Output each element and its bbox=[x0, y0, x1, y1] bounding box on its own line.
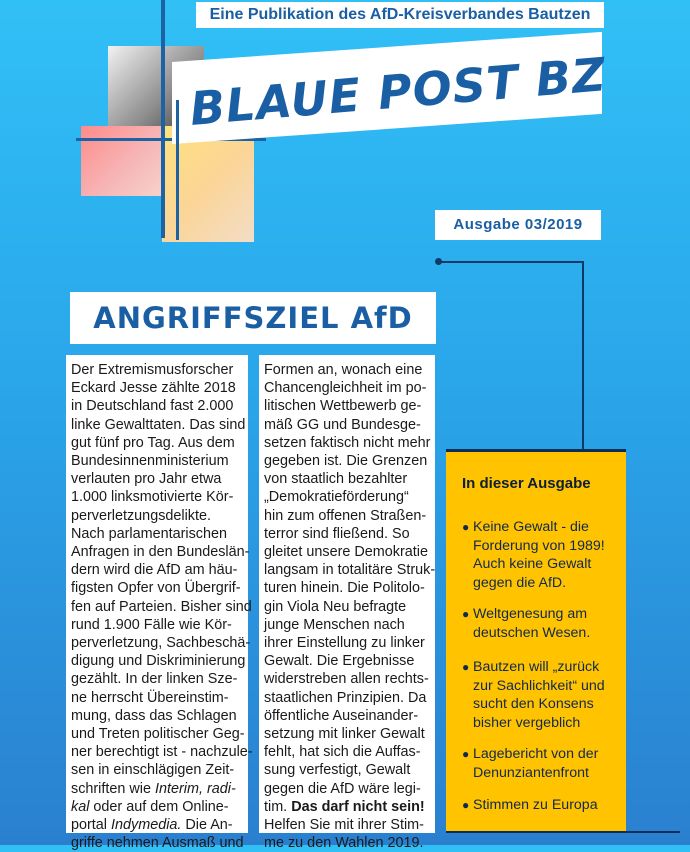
article-line: setzen faktisch nicht mehr bbox=[264, 434, 431, 451]
article-line: gezählt. In der linken Sze- bbox=[71, 671, 238, 688]
contents-item-line: deutschen Wesen. bbox=[473, 624, 591, 641]
article-line: sung verfestigt, Gewalt bbox=[264, 762, 411, 779]
article-line: hin zum offenen Straßen- bbox=[264, 507, 427, 524]
contents-item-line: zur Sachlichkeit“ und bbox=[473, 677, 605, 694]
article-line: langsam in totalitäre Struk- bbox=[264, 562, 436, 579]
article-line: Der Extremismusforscher bbox=[71, 362, 234, 378]
article-line: in Deutschland fast 2.000 bbox=[71, 398, 234, 415]
article-line: kal oder auf dem Online- bbox=[71, 798, 229, 815]
article-line: digung und Diskriminierung bbox=[71, 653, 246, 670]
masthead-title: BLAUE POST BZ bbox=[187, 47, 609, 136]
bullet-icon: ● bbox=[462, 660, 470, 674]
article-line: Formen an, wonach eine bbox=[264, 362, 423, 378]
article-line: „Demokratieförderung“ bbox=[264, 489, 409, 506]
article-line: portal Indymedia. Die An- bbox=[71, 817, 233, 834]
article-line: Nach parlamentarischen bbox=[71, 525, 227, 542]
contents-item-line: gegen die AfD. bbox=[473, 574, 567, 591]
article-line: terror sind fließend. So bbox=[264, 525, 410, 542]
bullet-icon: ● bbox=[462, 747, 470, 761]
article-line: fehlt, hat sich die Auffas- bbox=[264, 744, 421, 761]
article-line: und Treten politischer Geg- bbox=[71, 726, 245, 743]
contents-item-line: bisher vergeblich bbox=[473, 714, 581, 731]
contents-item-line: Bautzen will „zurück bbox=[473, 659, 600, 675]
article-line: junge Menschen nach bbox=[264, 616, 405, 633]
contents-item bbox=[462, 605, 622, 642]
contents-item-line: Weltgenesung am bbox=[473, 606, 588, 622]
connector-line-vertical bbox=[582, 261, 584, 449]
contents-item-line: Auch keine Gewalt bbox=[473, 556, 592, 572]
bullet-icon: ● bbox=[462, 520, 470, 534]
article-column-2 bbox=[259, 355, 436, 852]
article-line: gut fünf pro Tag. Aus dem bbox=[71, 434, 235, 451]
article-line: Anfragen in den Bundeslän- bbox=[71, 544, 250, 561]
article-line: Helfen Sie mit ihrer Stim- bbox=[264, 817, 424, 834]
contents-item-line: Forderung von 1989! bbox=[473, 537, 605, 554]
article-line: mung, dass das Schlagen bbox=[71, 707, 237, 724]
sidebar-heading: In dieser Ausgabe bbox=[462, 475, 591, 492]
article-line: dern wird die AfD am häu- bbox=[71, 562, 238, 579]
article-line: Chancengleichheit im po- bbox=[264, 380, 427, 397]
article-line: Eckard Jesse zählte 2018 bbox=[71, 380, 236, 397]
article-column-1 bbox=[66, 355, 253, 852]
contents-item-line: Keine Gewalt - die bbox=[473, 519, 589, 535]
article-line: gegen die AfD wäre legi- bbox=[264, 780, 421, 797]
contents-item-line: Lagebericht von der bbox=[473, 746, 599, 762]
article-line: rund 1.900 Fälle wie Kör- bbox=[71, 616, 232, 633]
article-line: perverletzungsdelikte. bbox=[71, 507, 211, 524]
decor-vertical-line-2 bbox=[176, 100, 179, 240]
issue-label: Ausgabe 03/2019 bbox=[435, 210, 601, 240]
decor-pink-square bbox=[81, 126, 161, 196]
article-line: verlauten pro Jahr etwa bbox=[71, 471, 222, 488]
contents-item bbox=[462, 518, 622, 592]
article-line: gleitet unsere Demokratie bbox=[264, 544, 428, 561]
contents-item bbox=[462, 796, 622, 815]
article-line: setzung mit linker Gewalt bbox=[264, 726, 425, 743]
article-line: turen hinein. Die Politolo- bbox=[264, 580, 425, 597]
bullet-icon: ● bbox=[462, 607, 470, 621]
contents-item-line: sucht den Konsens bbox=[473, 696, 594, 712]
article-line: gegeben ist. Die Grenzen bbox=[264, 453, 428, 470]
sidebar-bottom-line bbox=[446, 831, 680, 833]
article-line: ner berechtigt ist - nachzule- bbox=[71, 744, 253, 761]
article-line: ne herrscht Übereinstim- bbox=[71, 689, 229, 706]
article-line: fen auf Parteien. Bisher sind bbox=[71, 598, 252, 615]
article-line: mäß GG und Bundesge- bbox=[264, 416, 421, 433]
contents-item-line: Denunziantenfront bbox=[473, 764, 589, 781]
article-line: gin Viola Neu befragte bbox=[264, 598, 407, 615]
article-line: ihrer Einstellung zu linker bbox=[264, 635, 425, 652]
article-line: staatlichen Prinzipien. Da bbox=[264, 689, 427, 706]
article-line: tim. Das darf nicht sein! bbox=[264, 798, 425, 815]
article-line: Gewalt. Die Ergebnisse bbox=[264, 653, 415, 670]
contents-item bbox=[462, 658, 622, 732]
article-line: griffe nehmen Ausmaß und bbox=[71, 835, 244, 852]
article-line: von staatlich bezahlter bbox=[264, 471, 408, 488]
decor-vertical-line bbox=[161, 0, 165, 238]
article-line: me zu den Wahlen 2019. bbox=[264, 835, 424, 852]
contents-item-line: Stimmen zu Europa bbox=[473, 797, 598, 813]
article-line: litischen Wettbewerb ge- bbox=[264, 398, 422, 415]
publisher-line: Eine Publikation des AfD-Kreisverbandes Bautzen bbox=[196, 2, 604, 28]
article-line: linke Gewalttaten. Das sind bbox=[71, 416, 246, 433]
article-line: perverletzung, Sachbeschä- bbox=[71, 635, 251, 652]
connector-line-horizontal bbox=[441, 261, 584, 263]
article-line: Bundesinnenministerium bbox=[71, 453, 229, 470]
article-line: widerstreben allen rechts- bbox=[264, 671, 429, 688]
article-line: schriften wie Interim, radi- bbox=[71, 780, 236, 797]
bullet-icon: ● bbox=[462, 798, 470, 812]
article-line: öffentliche Auseinander- bbox=[264, 707, 419, 724]
article-headline: ANGRIFFSZIEL AfD bbox=[70, 292, 436, 344]
article-line: sen in einschlägigen Zeit- bbox=[71, 762, 235, 779]
contents-item bbox=[462, 745, 622, 782]
article-line: figsten Opfer von Übergrif- bbox=[71, 580, 241, 597]
article-line: 1.000 linksmotivierte Kör- bbox=[71, 489, 234, 506]
